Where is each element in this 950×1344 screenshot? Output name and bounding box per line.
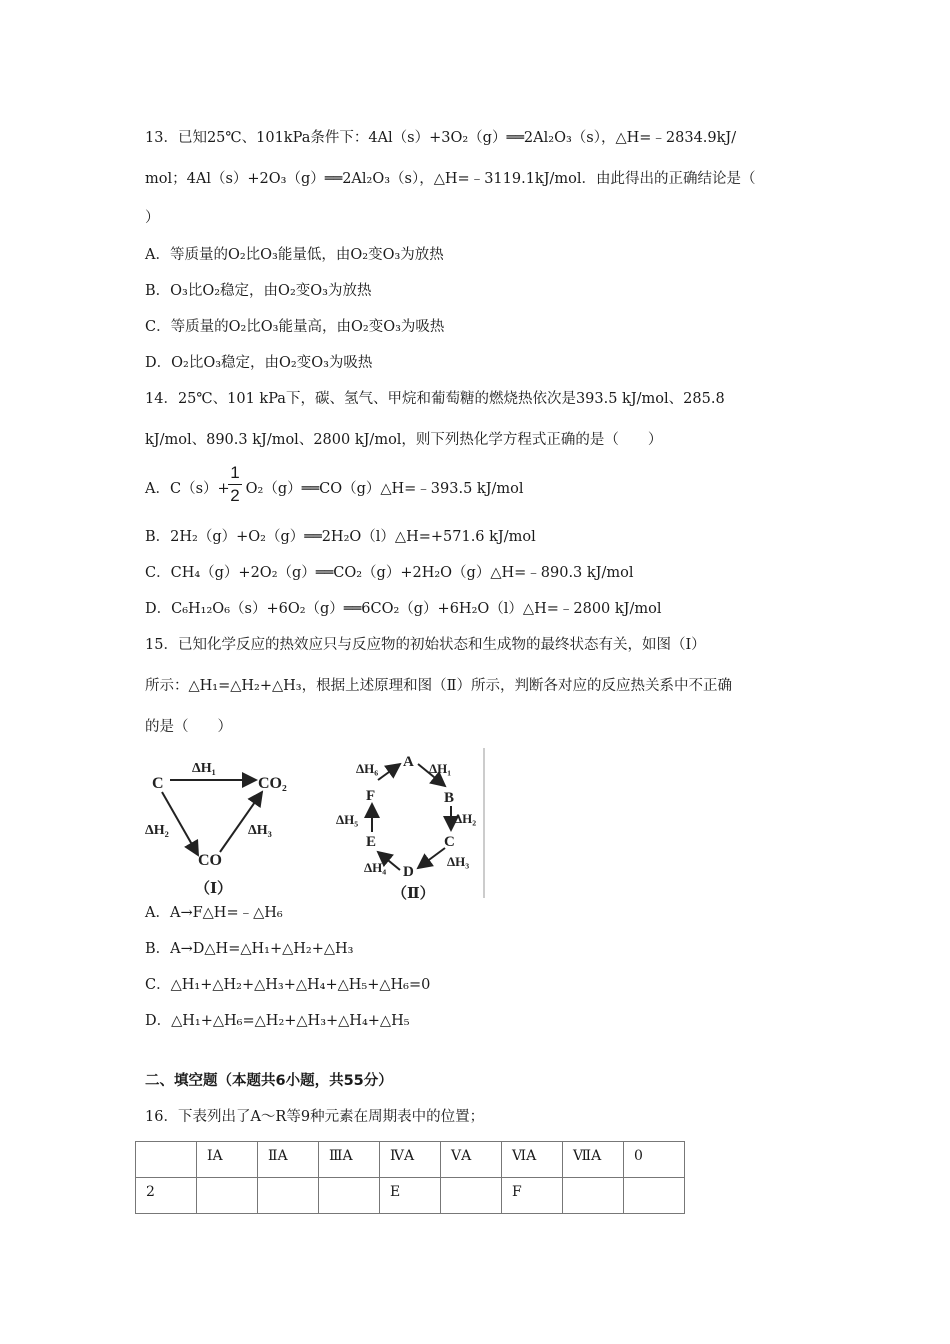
table-cell [258,1178,319,1214]
caption-figure-2: （Ⅱ） [392,886,435,902]
table-cell: ⅠA [197,1142,258,1178]
table-cell: ⅣA [380,1142,441,1178]
node-e: E [366,834,377,850]
q14-option-c: C．CH₄（g）+2O₂（g）══CO₂（g）+2H₂O（g）△H=﹣890.3 kJ/mol [145,565,634,581]
q15-option-c: C．△H₁+△H₂+△H₃+△H₄+△H₅+△H₆=0 [145,977,431,993]
table-cell [197,1178,258,1214]
table-cell: ⅥA [502,1142,563,1178]
q13-option-d: D．O₂比O₃稳定，由O₂变O₃为吸热 [145,355,373,371]
table-cell: ⅤA [441,1142,502,1178]
node-c: C [444,834,455,850]
table-row [136,1178,685,1214]
table-cell: 2 [136,1178,197,1214]
q13-option-a: A．等质量的O₂比O₃能量低，由O₂变O₃为放热 [145,247,444,263]
q16-line1: 16．下表列出了A～R等9种元素在周期表中的位置； [145,1109,485,1125]
node-b: B [444,790,455,806]
table-cell [136,1142,197,1178]
node-co: CO [198,852,222,869]
q15-option-a: A．A→F△H=﹣△H₆ [145,905,283,921]
caption-figure-1: （Ⅰ） [195,881,233,897]
table-cell [319,1178,380,1214]
q14-line1: 14．25℃、101 kPa下，碳、氢气、甲烷和葡萄糖的燃烧热依次是393.5 kJ/mol、285.8 [145,391,725,407]
node-a: A [403,754,414,770]
label-dh1: ΔH₁ [192,761,216,776]
fraction-denominator: 2 [230,486,240,505]
table-cell: ⅦA [563,1142,624,1178]
arrow-co-to-co2 [220,792,262,852]
q15-option-b: B．A→D△H=△H₁+△H₂+△H₃ [145,941,354,957]
table-cell [563,1178,624,1214]
table-cell [624,1178,685,1214]
periodic-table-excerpt [135,1141,685,1214]
q14-option-b: B．2H₂（g）+O₂（g）══2H₂O（l）△H=+571.6 kJ/mol [145,529,536,545]
q15-line2: 所示：△H₁=△H₂+△H₃，根据上述原理和图（Ⅱ）所示，判断各对应的反应热关系中不正确 [145,678,732,694]
arrow-f-to-a [378,764,400,780]
arrow-c-to-d [418,848,445,868]
q13-option-c: C．等质量的O₂比O₃能量高，由O₂变O₃为吸热 [145,319,445,335]
diagram-figure-2 [330,748,490,903]
q14-line2: kJ/mol、890.3 kJ/mol、2800 kJ/mol，则下列热化学方程式正确的是（ ） [145,432,663,448]
label-dh6: ΔH₆ [356,761,379,776]
q15-line1: 15．已知化学反应的热效应只与反应物的初始状态和生成物的最终状态有关，如图（Ⅰ） [145,637,706,653]
label-dh4: ΔH₄ [364,860,387,875]
half-fraction [228,463,242,506]
node-f: F [366,788,376,804]
q14-option-a [145,479,524,499]
table-cell [441,1178,502,1214]
label-dh3: ΔH₃ [248,823,272,838]
q14-option-d: D．C₆H₁₂O₆（s）+6O₂（g）══6CO₂（g）+6H₂O（l）△H=﹣2800 kJ/mol [145,601,662,617]
q13-option-b: B．O₃比O₂稳定，由O₂变O₃为放热 [145,283,372,299]
q13-line3: ） [145,210,160,226]
table-cell: E [380,1178,441,1214]
table-cell: ⅡA [258,1142,319,1178]
fraction-numerator: 1 [230,463,240,482]
table-cell: ⅢA [319,1142,380,1178]
node-d: D [403,864,414,880]
label-dh5: ΔH₅ [336,812,359,827]
node-c: C [152,775,164,792]
q15-option-d: D．△H₁+△H₆=△H₂+△H₃+△H₄+△H₅ [145,1013,410,1029]
node-co2: CO₂ [258,775,287,792]
table-cell: F [502,1178,563,1214]
label-dh1: ΔH₁ [429,761,452,776]
table-cell: 0 [624,1142,685,1178]
q13-line1: 13．已知25℃、101kPa条件下：4Al（s）+3O₂（g）══2Al₂O₃（s），△H=﹣2834.9kJ/ [145,130,737,146]
label-dh2: ΔH₂ [145,823,169,838]
q13-line2: mol；4Al（s）+2O₃（g）══2Al₂O₃（s），△H=﹣3119.1kJ/mol．由此得出的正确结论是（ [145,171,756,187]
q14-option-a-suffix: O₂（g）══CO（g）△H=﹣393.5 kJ/mol [245,481,524,497]
q14-option-a-prefix: A．C（s）+ [145,481,230,497]
label-dh3: ΔH₃ [447,854,470,869]
section-2-heading: 二、填空题（本题共6小题，共55分） [145,1073,393,1089]
label-dh2: ΔH₂ [454,811,477,826]
diagram-figure-1 [140,752,300,902]
q15-line3: 的是（ ） [145,719,232,735]
table-header-row [136,1142,685,1178]
